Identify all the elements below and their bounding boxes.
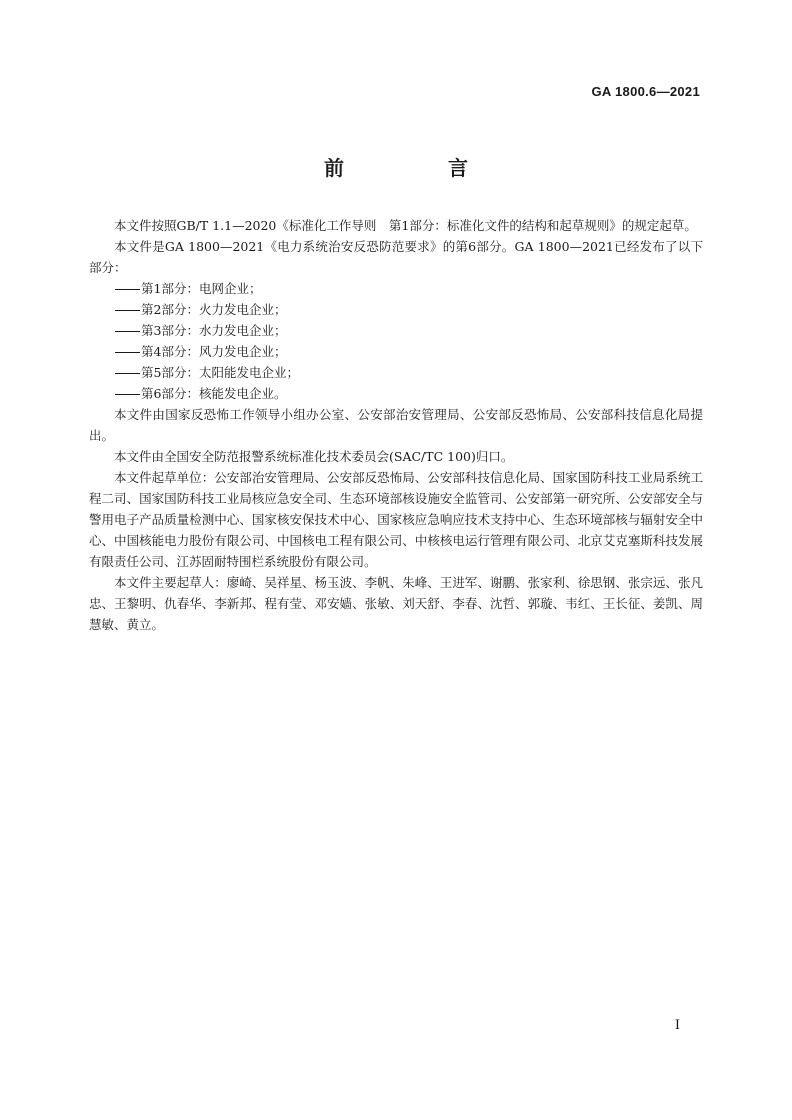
list-item (89, 299, 703, 320)
dash-icon (115, 289, 140, 290)
list-item (89, 383, 703, 404)
list-item-text: 第1部分：电网企业； (141, 281, 262, 296)
standard-code: GA 1800.6—2021 (591, 84, 700, 99)
list-item-text: 第4部分：风力发电企业； (141, 344, 287, 359)
paragraph-drafting-rules: 本文件按照GB/T 1.1—2020《标准化工作导则 第1部分：标准化文件的结构和起草规则》的规定起草。 (114, 218, 697, 233)
list-item-text: 第3部分：水力发电企业； (141, 323, 287, 338)
page-title: 前 言 (324, 156, 510, 180)
paragraph-technical-committee: 本文件由全国安全防范报警系统标准化技术委员会(SAC/TC 100)归口。 (114, 449, 514, 464)
dash-icon (115, 373, 140, 374)
list-item-text: 第5部分：太阳能发电企业； (141, 365, 299, 380)
paragraph-drafters: 本文件主要起草人：廖崎、吴祥星、杨玉波、李帆、朱峰、王进军、谢鹏、张家利、徐思钢、张宗远、张凡忠、王黎明、仇春华、李新邦、程有莹、邓安嫱、张敏、刘天舒、李春、沈哲、郭璇、韦红、王长征、姜凯、周慧敏、黄立。 (89, 575, 703, 632)
dash-icon (115, 394, 140, 395)
list-item-text: 第2部分：火力发电企业； (141, 302, 287, 317)
list-item-text: 第6部分：核能发电企业。 (141, 386, 287, 401)
paragraph-proposed-by: 本文件由国家反恐怖工作领导小组办公室、公安部治安管理局、公安部反恐怖局、公安部科技信息化局提出。 (89, 407, 703, 443)
document-body (89, 215, 703, 635)
list-item (89, 362, 703, 383)
list-item (89, 278, 703, 299)
list-item (89, 341, 703, 362)
paragraph-series-parts: 本文件是GA 1800—2021《电力系统治安反恐防范要求》的第6部分。GA 1800—2021已经发布了以下部分： (89, 239, 703, 275)
dash-icon (115, 352, 140, 353)
page-number: I (674, 1018, 680, 1033)
list-item (89, 320, 703, 341)
dash-icon (115, 310, 140, 311)
dash-icon (115, 331, 140, 332)
paragraph-drafting-units: 本文件起草单位：公安部治安管理局、公安部反恐怖局、公安部科技信息化局、国家国防科技工业局系统工程二司、国家国防科技工业局核应急安全司、生态环境部核设施安全监管司、公安部第一研究所、公安部安全与警用电子产品质量检测中心、国家核安保技术中心、国家核应急响应技术支持中心、生态环境部核与辐射安全中心、中国核能电力股份有限公司、中国核电工程有限公司、中核核电运行管理有限公司、北京艾克塞斯科技发展有限责任公司、江苏固耐特围栏系统股份有限公司。 (89, 470, 703, 569)
